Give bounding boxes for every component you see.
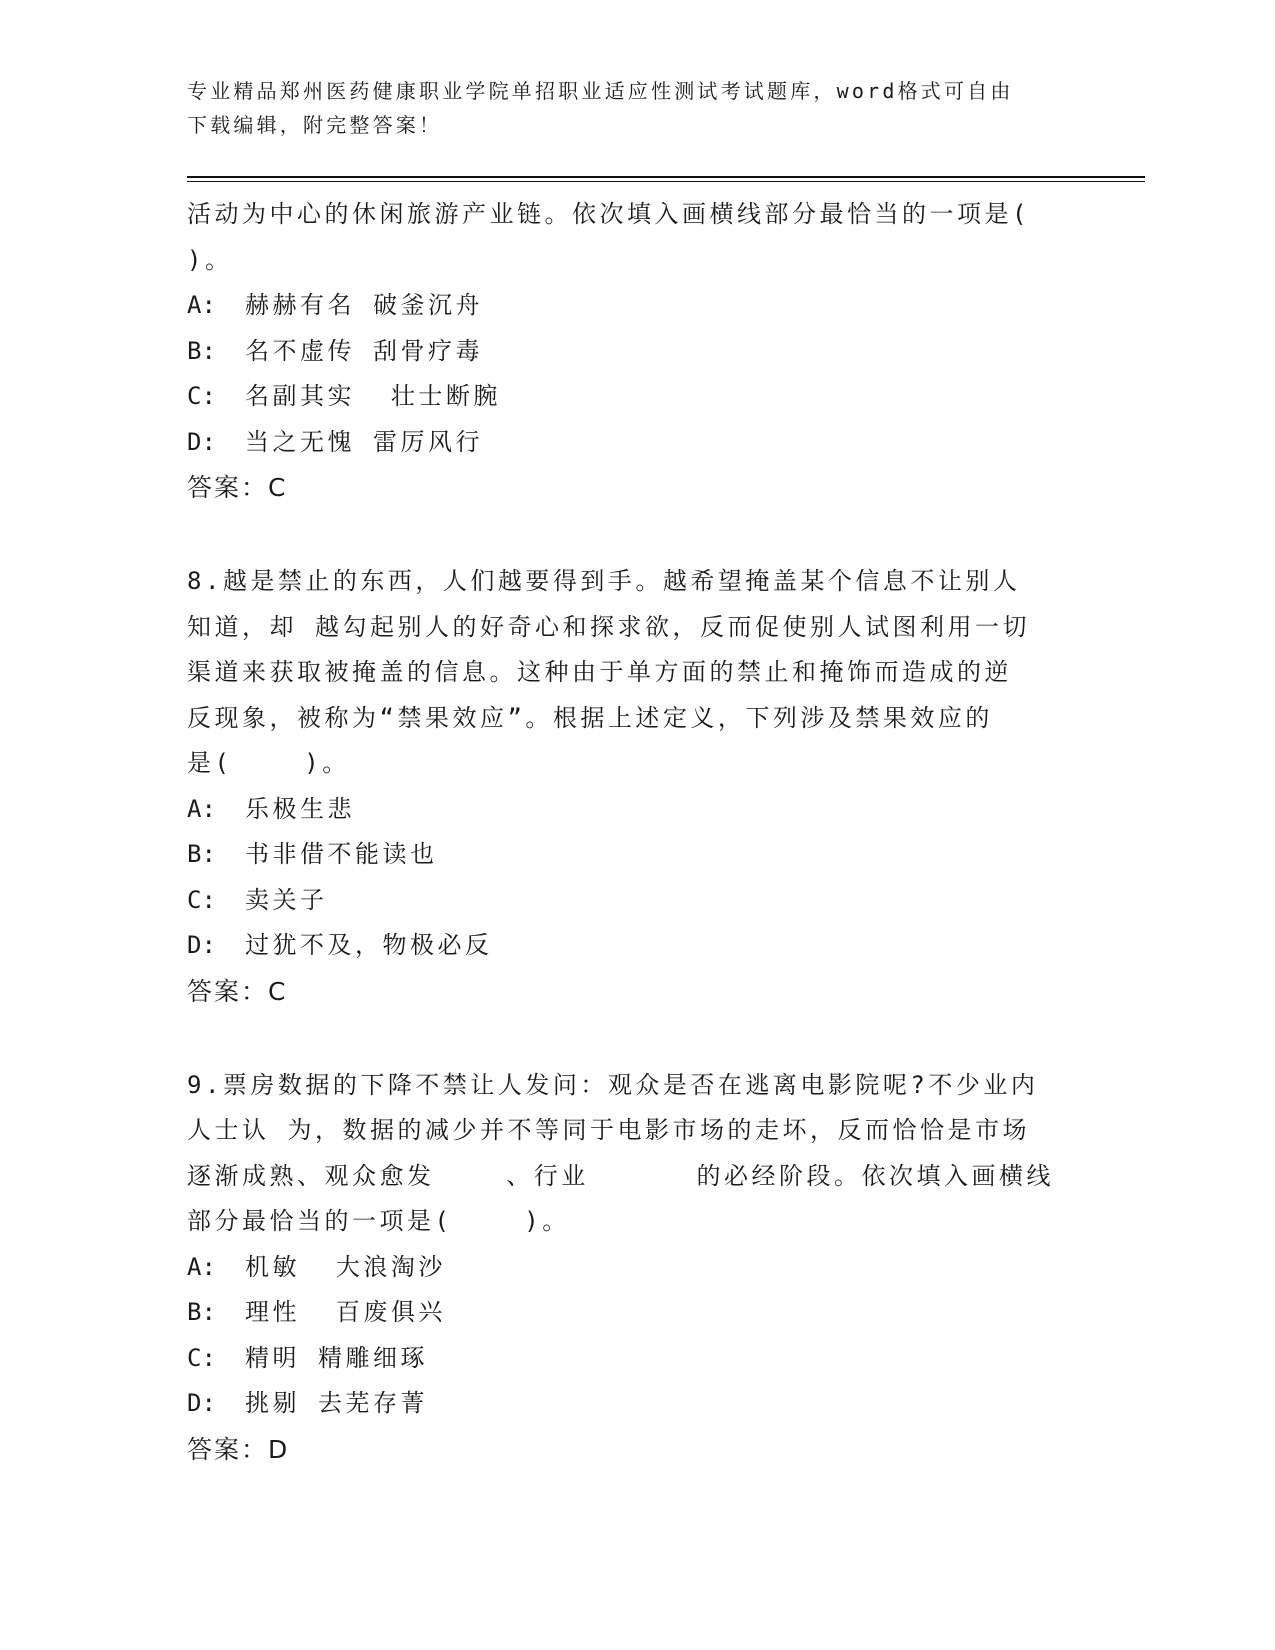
option-letter: C: [187, 1343, 216, 1372]
question-stem [187, 1063, 1087, 1245]
option-a [187, 283, 1087, 329]
option-letter: B: [187, 840, 216, 868]
option-c [187, 878, 1087, 924]
option-b [187, 832, 1087, 878]
option-text: 书非借不能读也 [245, 840, 438, 868]
stem-line: 8.越是禁止的东西，人们越要得到手。越希望掩盖某个信息不让别人 [187, 567, 1021, 595]
stem-line: 是( )。 [187, 749, 350, 777]
option-letter: C: [187, 885, 216, 914]
question-8 [187, 559, 1087, 1015]
header-line-1: 专业精品郑州医药健康职业学院单招职业适应性测试考试题库，word格式可自由 [187, 79, 1014, 103]
question-stem [187, 192, 1087, 283]
stem-line: 部分最恰当的一项是( )。 [187, 1207, 570, 1235]
spacer [187, 1015, 1087, 1063]
option-letter: D: [187, 931, 216, 959]
option-text: 挑剔 去芜存菁 [245, 1389, 428, 1417]
option-a [187, 1245, 1087, 1291]
option-c [187, 1336, 1087, 1382]
question-content [187, 192, 1087, 1473]
answer-line: 答案：C [187, 473, 288, 502]
option-text: 过犹不及，物极必反 [245, 931, 493, 959]
stem-line: 渠道来获取被掩盖的信息。这种由于单方面的禁止和掩饰而造成的逆 [187, 658, 1012, 686]
stem-line: 逐渐成熟、观众愈发 、行业 的必经阶段。依次填入画横线 [187, 1161, 1054, 1190]
option-letter: C: [187, 382, 216, 410]
option-text: 卖关子 [245, 885, 328, 914]
stem-line: 人士认 为，数据的减少并不等同于电影市场的走坏，反而恰恰是市场 [187, 1116, 1030, 1144]
option-text: 乐极生悲 [245, 794, 355, 823]
option-text: 精明 精雕细琢 [245, 1343, 428, 1372]
header-rule-thin [187, 181, 1145, 182]
option-d [187, 923, 1087, 969]
question-stem [187, 559, 1087, 787]
question-7 [187, 192, 1087, 511]
option-a [187, 787, 1087, 833]
header-line-2: 下载编辑，附完整答案！ [187, 113, 443, 137]
option-letter: A: [187, 1252, 216, 1281]
option-letter: B: [187, 336, 216, 365]
stem-line: 9.票房数据的下降不禁让人发问：观众是否在逃离电影院呢?不少业内 [187, 1070, 1039, 1099]
option-letter: A: [187, 794, 216, 823]
answer-line: 答案：C [187, 976, 288, 1006]
question-9 [187, 1063, 1087, 1473]
stem-line: 反现象，被称为“禁果效应”。根据上述定义，下列涉及禁果效应的 [187, 703, 993, 732]
answer-line: 答案：D [187, 1434, 290, 1464]
spacer [187, 511, 1087, 559]
header-rule-thick [187, 176, 1145, 178]
option-d [187, 1381, 1087, 1427]
option-letter: A: [187, 291, 216, 319]
option-text: 赫赫有名 破釜沉舟 [245, 291, 483, 319]
option-letter: D: [187, 1389, 216, 1417]
option-text: 当之无愧 雷厉风行 [245, 427, 483, 456]
stem-line: )。 [187, 245, 233, 274]
option-d [187, 420, 1087, 466]
page-header [187, 74, 1067, 142]
option-text: 名副其实 壮士断腕 [245, 382, 501, 410]
option-b [187, 329, 1087, 375]
stem-line: 活动为中心的休闲旅游产业链。依次填入画横线部分最恰当的一项是( [187, 200, 1030, 228]
option-letter: B: [187, 1298, 216, 1326]
option-text: 机敏 大浪淘沙 [245, 1252, 446, 1281]
option-letter: D: [187, 427, 216, 456]
option-text: 名不虚传 刮骨疗毒 [245, 336, 483, 365]
stem-line: 知道，却 越勾起别人的好奇心和探求欲，反而促使别人试图利用一切 [187, 612, 1030, 641]
option-c [187, 374, 1087, 420]
option-b [187, 1290, 1087, 1336]
option-text: 理性 百废俱兴 [245, 1298, 446, 1326]
